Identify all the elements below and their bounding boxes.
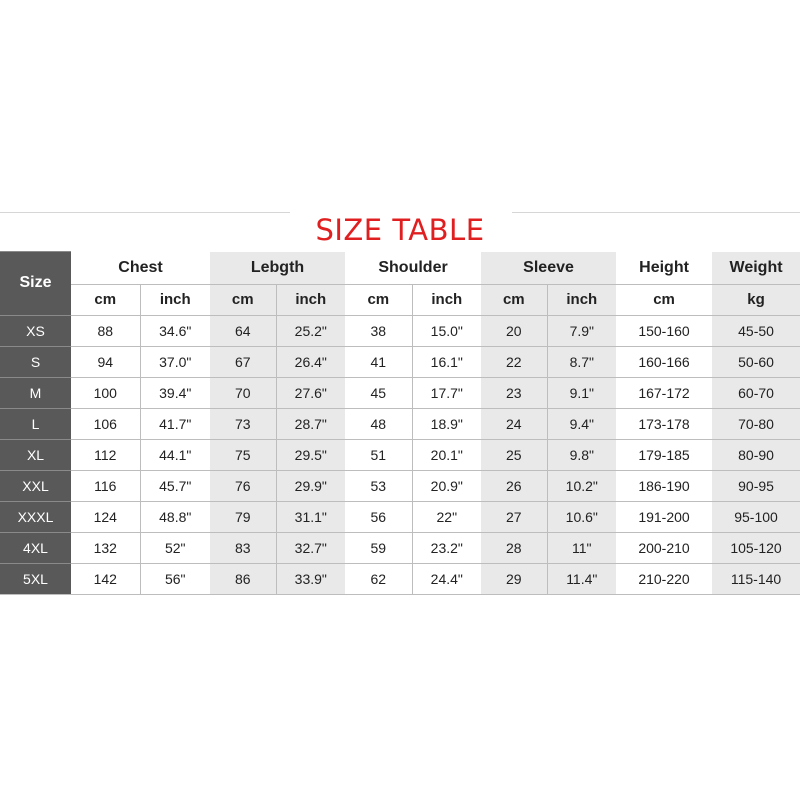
table-cell: 90-95: [712, 470, 800, 501]
table-cell: 7.9": [547, 315, 616, 346]
table-cell: 76: [210, 470, 276, 501]
table-cell: 64: [210, 315, 276, 346]
table-cell: 34.6": [140, 315, 210, 346]
table-cell: 105-120: [712, 532, 800, 563]
table-cell: 24: [481, 408, 547, 439]
group-header-height: Height: [639, 258, 689, 276]
table-cell: 75: [210, 439, 276, 470]
table-cell: 22: [481, 346, 547, 377]
table-cell: 48: [345, 408, 412, 439]
table-row: [0, 315, 800, 346]
group-header-shoulder: Shoulder: [378, 258, 448, 276]
table-cell: 45-50: [712, 315, 800, 346]
table-cell: 115-140: [712, 563, 800, 594]
group-header-chest: Chest: [118, 258, 163, 276]
table-cell: 18.9": [412, 408, 481, 439]
table-cell: 28: [481, 532, 547, 563]
table-cell: 45: [345, 377, 412, 408]
table-row: [0, 346, 800, 377]
table-cell: 45.7": [140, 470, 210, 501]
unit-header: inch: [547, 284, 616, 315]
table-cell: 83: [210, 532, 276, 563]
table-cell: 124: [71, 501, 140, 532]
table-cell: 27.6": [276, 377, 345, 408]
table-cell: 191-200: [616, 501, 712, 532]
header-unit-row: [0, 284, 800, 315]
table-cell: 56: [345, 501, 412, 532]
table-cell: 17.7": [412, 377, 481, 408]
size-label-cell: 5XL: [0, 563, 71, 594]
group-header-length: Lebgth: [210, 252, 345, 285]
unit-header: inch: [140, 284, 210, 315]
table-cell: 11": [547, 532, 616, 563]
table-cell: 59: [345, 532, 412, 563]
header-group-row: [0, 252, 800, 285]
size-header: Size: [0, 252, 71, 316]
table-cell: 53: [345, 470, 412, 501]
unit-header: cm: [71, 284, 140, 315]
size-label-cell: M: [0, 377, 71, 408]
table-row: [0, 408, 800, 439]
table-cell: 22": [412, 501, 481, 532]
table-cell: 44.1": [140, 439, 210, 470]
table-cell: 112: [71, 439, 140, 470]
unit-header: cm: [345, 284, 412, 315]
table-cell: 25.2": [276, 315, 345, 346]
table-cell: 20.9": [412, 470, 481, 501]
table-cell: 27: [481, 501, 547, 532]
table-cell: 9.1": [547, 377, 616, 408]
table-cell: 200-210: [616, 532, 712, 563]
table-cell: 15.0": [412, 315, 481, 346]
table-cell: 179-185: [616, 439, 712, 470]
table-cell: 11.4": [547, 563, 616, 594]
size-label-cell: 4XL: [0, 532, 71, 563]
table-row: [0, 563, 800, 594]
table-cell: 48.8": [140, 501, 210, 532]
table-cell: 106: [71, 408, 140, 439]
size-label-cell: XS: [0, 315, 71, 346]
table-cell: 86: [210, 563, 276, 594]
table-row: [0, 439, 800, 470]
table-cell: 132: [71, 532, 140, 563]
table-cell: 41: [345, 346, 412, 377]
table-cell: 60-70: [712, 377, 800, 408]
table-cell: 150-160: [616, 315, 712, 346]
table-cell: 79: [210, 501, 276, 532]
unit-header: inch: [412, 284, 481, 315]
table-cell: 186-190: [616, 470, 712, 501]
size-label-cell: XXL: [0, 470, 71, 501]
table-cell: 23.2": [412, 532, 481, 563]
table-cell: 28.7": [276, 408, 345, 439]
table-cell: 33.9": [276, 563, 345, 594]
table-cell: 29.5": [276, 439, 345, 470]
page-title: SIZE TABLE: [315, 213, 485, 247]
table-cell: 173-178: [616, 408, 712, 439]
table-cell: 25: [481, 439, 547, 470]
table-cell: 62: [345, 563, 412, 594]
table-cell: 94: [71, 346, 140, 377]
table-cell: 70: [210, 377, 276, 408]
size-label-cell: L: [0, 408, 71, 439]
table-cell: 29.9": [276, 470, 345, 501]
table-row: [0, 532, 800, 563]
table-cell: 23: [481, 377, 547, 408]
table-cell: 50-60: [712, 346, 800, 377]
table-cell: 37.0": [140, 346, 210, 377]
table-cell: 10.2": [547, 470, 616, 501]
table-cell: 24.4": [412, 563, 481, 594]
table-cell: 20.1": [412, 439, 481, 470]
table-cell: 32.7": [276, 532, 345, 563]
size-table: [0, 251, 800, 595]
table-cell: 142: [71, 563, 140, 594]
table-cell: 73: [210, 408, 276, 439]
table-cell: 16.1": [412, 346, 481, 377]
table-cell: 41.7": [140, 408, 210, 439]
table-cell: 10.6": [547, 501, 616, 532]
table-cell: 67: [210, 346, 276, 377]
table-cell: 116: [71, 470, 140, 501]
table-cell: 9.4": [547, 408, 616, 439]
table-cell: 167-172: [616, 377, 712, 408]
table-cell: 210-220: [616, 563, 712, 594]
unit-header: inch: [276, 284, 345, 315]
group-header-weight: Weight: [712, 252, 800, 285]
table-cell: 8.7": [547, 346, 616, 377]
table-cell: 160-166: [616, 346, 712, 377]
table-cell: 20: [481, 315, 547, 346]
size-label-cell: XL: [0, 439, 71, 470]
table-cell: 51: [345, 439, 412, 470]
unit-header: cm: [616, 284, 712, 315]
unit-header: kg: [712, 284, 800, 315]
table-cell: 38: [345, 315, 412, 346]
table-cell: 31.1": [276, 501, 345, 532]
table-cell: 39.4": [140, 377, 210, 408]
table-row: [0, 501, 800, 532]
group-header-sleeve: Sleeve: [481, 252, 616, 285]
table-cell: 100: [71, 377, 140, 408]
size-label-cell: XXXL: [0, 501, 71, 532]
table-cell: 9.8": [547, 439, 616, 470]
table-cell: 95-100: [712, 501, 800, 532]
unit-header: cm: [210, 284, 276, 315]
table-cell: 70-80: [712, 408, 800, 439]
table-cell: 88: [71, 315, 140, 346]
table-row: [0, 470, 800, 501]
table-cell: 29: [481, 563, 547, 594]
table-row: [0, 377, 800, 408]
table-cell: 56": [140, 563, 210, 594]
unit-header: cm: [481, 284, 547, 315]
size-label-cell: S: [0, 346, 71, 377]
table-cell: 80-90: [712, 439, 800, 470]
table-cell: 52": [140, 532, 210, 563]
table-cell: 26: [481, 470, 547, 501]
table-cell: 26.4": [276, 346, 345, 377]
